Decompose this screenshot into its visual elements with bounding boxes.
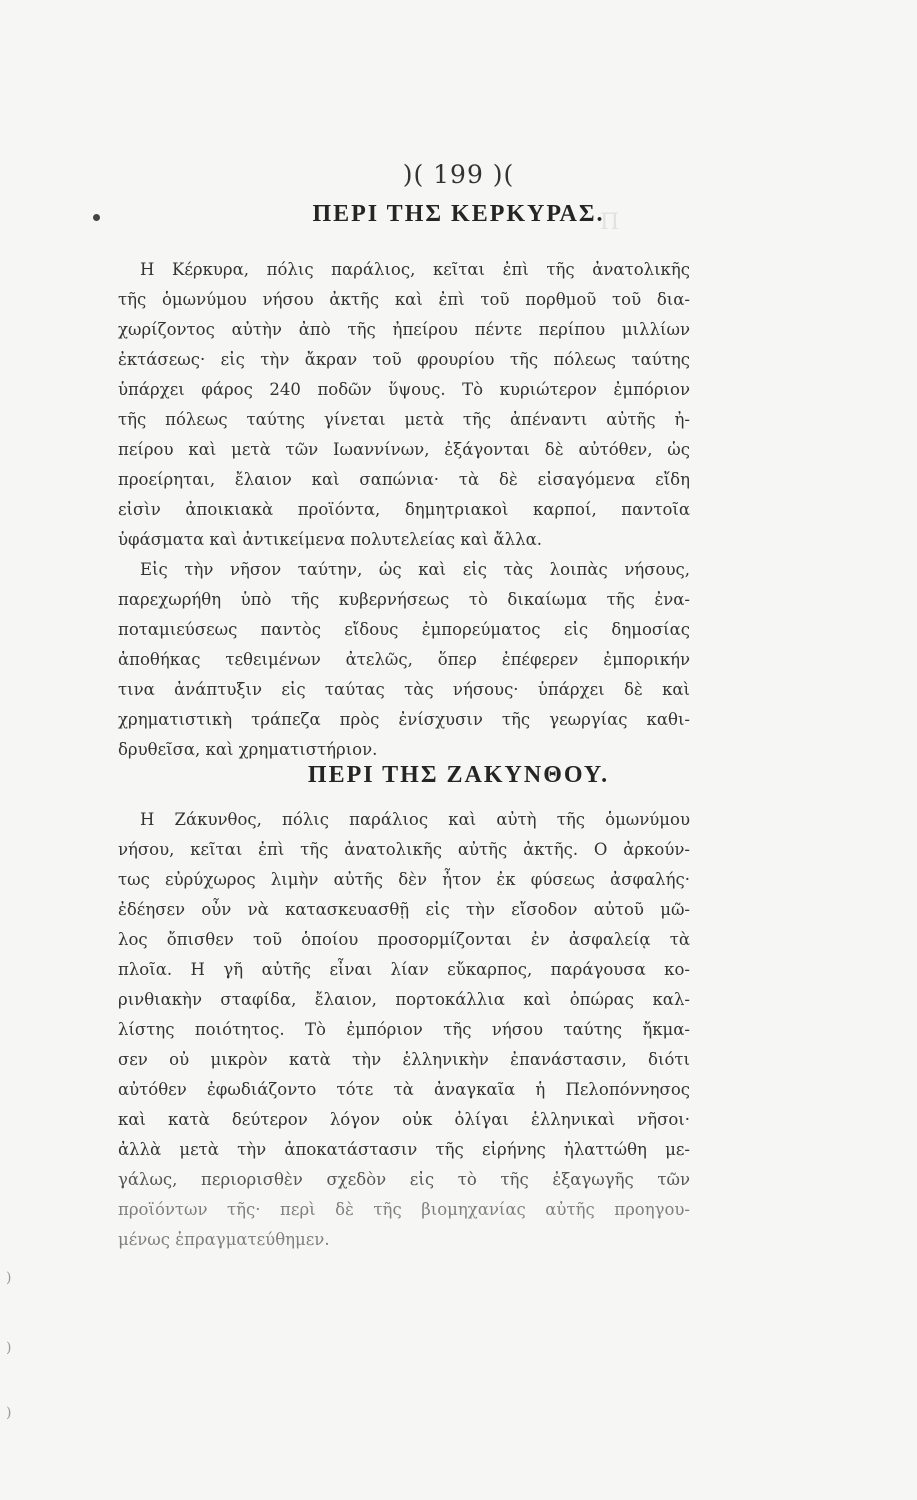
text-line: Η Ζάκυνθος, πόλις παράλιος καὶ αὐτὴ τῆς ὁμωνύμου <box>140 810 690 829</box>
text-line: προϊόντων τῆς· περὶ δὲ τῆς βιομηχανίας αὐτῆς προηγου- <box>118 1200 690 1219</box>
text-line: Η Κέρκυρα, πόλις παράλιος, κεῖται ἐπὶ τῆς ἀνατολικῆς <box>140 260 690 279</box>
text-line: γάλως, περιορισθὲν σχεδὸν εἰς τὸ τῆς ἐξαγωγῆς τῶν <box>118 1170 690 1189</box>
text-line: νήσου, κεῖται ἐπὶ τῆς ἀνατολικῆς αὐτῆς ἀκτῆς. Ο ἀρκούν- <box>118 840 690 859</box>
text-line: ἐκτάσεως· εἰς τὴν ἄκραν τοῦ φρουρίου τῆς πόλεως ταύτης <box>118 350 690 369</box>
text-line: χωρίζοντος αὐτὴν ἀπὸ τῆς ἠπείρου πέντε περίπου μιλλίων <box>118 320 690 339</box>
text-line: Εἰς τὴν νῆσον ταύτην, ὡς καὶ εἰς τὰς λοιπὰς νήσους, <box>140 560 690 579</box>
text-line: εἰσὶν ἀποικιακὰ προϊόντα, δημητριακοὶ καρποί, παντοῖα <box>118 500 690 519</box>
margin-mark: ) <box>6 1270 12 1286</box>
text-line: ὑφάσματα καὶ ἀντικείμενα πολυτελείας καὶ ἄλλα. <box>118 530 542 549</box>
text-line: ρινθιακὴν σταφίδα, ἔλαιον, πορτοκάλλια καὶ ὀπώρας καλ- <box>118 990 690 1009</box>
text-line: τῆς ὁμωνύμου νήσου ἀκτῆς καὶ ἐπὶ τοῦ πορθμοῦ τοῦ δια- <box>118 290 690 309</box>
section-body-zakynthos <box>118 805 690 1255</box>
text-line: προείρηται, ἔλαιον καὶ σαπώνια· τὰ δὲ εἰσαγόμενα εἴδη <box>118 470 690 489</box>
section-body-kerkyra <box>118 255 690 765</box>
margin-mark: ) <box>6 1405 12 1421</box>
margin-mark: ) <box>6 1340 12 1356</box>
text-line: καὶ κατὰ δεύτερον λόγον οὐκ ὀλίγαι ἑλληνικαὶ νῆσοι· <box>118 1110 690 1129</box>
text-line: ἀποθήκας τεθειμένων ἀτελῶς, ὅπερ ἐπέφερεν ἐμπορικήν <box>118 650 690 669</box>
text-line: τινα ἀνάπτυξιν εἰς ταύτας τὰς νήσους· ὑπάρχει δὲ καὶ <box>118 680 690 699</box>
text-line: παρεχωρήθη ὑπὸ τῆς κυβερνήσεως τὸ δικαίωμα τῆς ἐνα- <box>118 590 690 609</box>
text-line: μένως ἐπραγματεύθημεν. <box>118 1230 330 1249</box>
section-heading-zakynthos: ΠΕΡΙ ΤΗΣ ΖΑΚΥΝΘΟΥ. <box>307 762 610 788</box>
text-line: σεν οὐ μικρὸν κατὰ τὴν ἑλληνικὴν ἐπανάστασιν, διότι <box>118 1050 690 1069</box>
text-line: ὑπάρχει φάρος 240 ποδῶν ὕψους. Τὸ κυριώτερον ἐμπόριον <box>118 380 690 399</box>
text-line: αὐτόθεν ἐφωδιάζοντο τότε τὰ ἀναγκαῖα ἡ Πελοπόννησος <box>118 1080 690 1099</box>
text-line: τως εὐρύχωρος λιμὴν αὐτῆς δὲν ἦτον ἐκ φύσεως ἀσφαλής· <box>118 870 690 889</box>
text-line: ἐδέησεν οὖν νὰ κατασκευασθῇ εἰς τὴν εἴσοδον αὐτοῦ μῶ- <box>118 900 690 919</box>
text-line: χρηματιστικὴ τράπεζα πρὸς ἐνίσχυσιν τῆς γεωργίας καθι- <box>118 710 690 729</box>
text-line: δρυθεῖσα, καὶ χρηματιστήριον. <box>118 740 378 759</box>
section-heading-kerkyra: ΠΕΡΙ ΤΗΣ ΚΕΡΚΥΡΑΣ. <box>312 201 605 227</box>
text-line: πείρου καὶ μετὰ τῶν Ιωαννίνων, ἐξάγονται δὲ αὐτόθεν, ὡς <box>118 440 690 459</box>
text-line: λίστης ποιότητος. Τὸ ἐμπόριον τῆς νήσου ταύτης ἤκμα- <box>118 1020 690 1039</box>
text-line: ποταμιεύσεως παντὸς εἴδους ἐμπορεύματος εἰς δημοσίας <box>118 620 690 639</box>
bleed-through-text: Π <box>600 210 624 235</box>
page-number: )( 199 )( <box>402 160 515 189</box>
text-line: ἀλλὰ μετὰ τὴν ἀποκατάστασιν τῆς εἰρήνης ἠλαττώθη με- <box>118 1140 690 1159</box>
text-line: τῆς πόλεως ταύτης γίνεται μετὰ τῆς ἀπέναντι αὐτῆς ἠ- <box>118 410 690 429</box>
text-line: πλοῖα. Η γῆ αὐτῆς εἶναι λίαν εὔκαρπος, παράγουσα κο- <box>118 960 690 979</box>
text-line: λος ὄπισθεν τοῦ ὁποίου προσορμίζονται ἐν ἀσφαλείᾳ τὰ <box>118 930 690 949</box>
